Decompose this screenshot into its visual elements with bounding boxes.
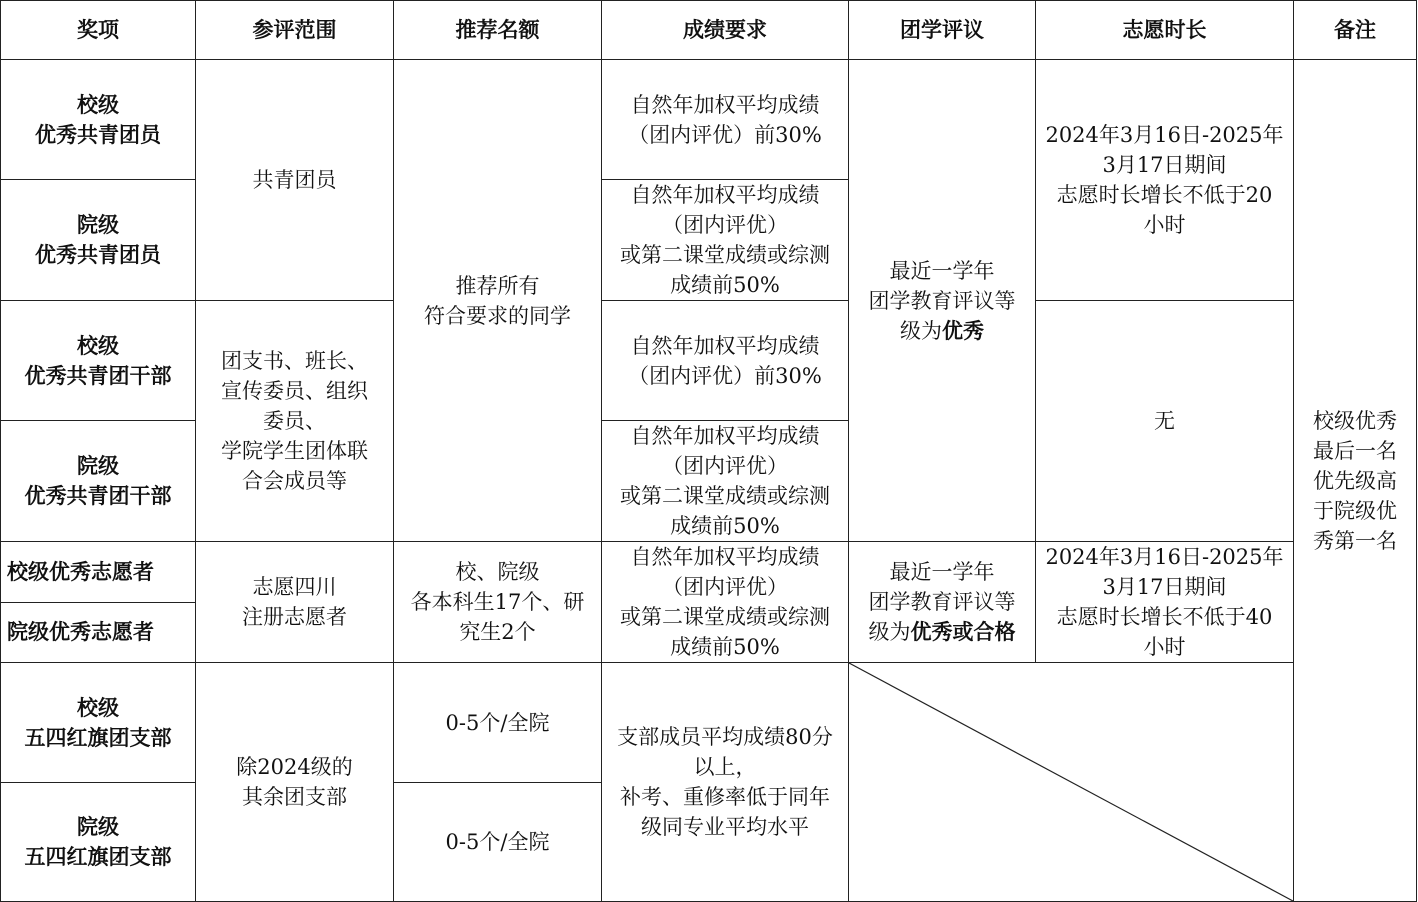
award-cell: 院级 优秀共青团干部	[1, 421, 196, 542]
score-cell: 自然年加权平均成绩 （团内评优）前30%	[602, 60, 849, 180]
award-cell: 院级 优秀共青团员	[1, 180, 196, 301]
volunteer-cell: 无	[1036, 301, 1294, 542]
score-cell: 自然年加权平均成绩 （团内评优）前30%	[602, 301, 849, 421]
diagonal-line	[849, 663, 1293, 901]
header-row	[1, 1, 1417, 60]
score-cell: 自然年加权平均成绩 （团内评优） 或第二课堂成绩或综测 成绩前50%	[602, 421, 849, 542]
volunteer-cell: 2024年3月16日-2025年 3月17日期间 志愿时长增长不低于20 小时	[1036, 60, 1294, 301]
review-cell	[849, 60, 1036, 542]
award-cell: 院级优秀志愿者	[1, 602, 196, 663]
header-scope: 参评范围	[196, 1, 394, 60]
score-cell: 自然年加权平均成绩 （团内评优） 或第二课堂成绩或综测 成绩前50%	[602, 542, 849, 663]
table-row	[1, 663, 1417, 783]
award-cell: 校级 五四红旗团支部	[1, 663, 196, 783]
award-cell: 校级优秀志愿者	[1, 542, 196, 603]
review-text: 最近一学年 团学教育评议等 级为	[868, 258, 1016, 343]
header-score: 成绩要求	[602, 1, 849, 60]
quota-cell: 推荐所有 符合要求的同学	[394, 60, 602, 542]
header-note: 备注	[1294, 1, 1417, 60]
review-level: 优秀	[942, 317, 984, 343]
scope-cell: 志愿四川 注册志愿者	[196, 542, 394, 663]
table-row	[1, 60, 1417, 180]
header-volunteer: 志愿时长	[1036, 1, 1294, 60]
score-cell: 支部成员平均成绩80分 以上， 补考、重修率低于同年 级同专业平均水平	[602, 663, 849, 902]
award-cell: 校级 优秀共青团员	[1, 60, 196, 180]
volunteer-cell: 2024年3月16日-2025年 3月17日期间 志愿时长增长不低于40 小时	[1036, 542, 1294, 663]
quota-cell: 校、院级 各本科生17个、研 究生2个	[394, 542, 602, 663]
table-row	[1, 542, 1417, 603]
quota-cell: 0-5个/全院	[394, 663, 602, 783]
header-award: 奖项	[1, 1, 196, 60]
scope-cell: 除2024级的 其余团支部	[196, 663, 394, 902]
review-level: 优秀或合格	[910, 619, 1016, 644]
review-cell	[849, 542, 1036, 663]
score-cell: 自然年加权平均成绩 （团内评优） 或第二课堂成绩或综测 成绩前50%	[602, 180, 849, 301]
scope-cell: 共青团员	[196, 60, 394, 301]
note-cell: 校级优秀 最后一名 优先级高 于院级优 秀第一名	[1294, 60, 1417, 902]
header-quota: 推荐名额	[394, 1, 602, 60]
award-cell: 院级 五四红旗团支部	[1, 783, 196, 902]
scope-cell: 团支书、班长、 宣传委员、组织 委员、 学院学生团体联 合会成员等	[196, 301, 394, 542]
table-row	[1, 301, 1417, 421]
review-text: 最近一学年 团学教育评议等 级为	[868, 560, 1016, 644]
quota-cell: 0-5个/全院	[394, 783, 602, 902]
empty-diagonal-cell	[849, 663, 1294, 902]
award-cell: 校级 优秀共青团干部	[1, 301, 196, 421]
header-review: 团学评议	[849, 1, 1036, 60]
